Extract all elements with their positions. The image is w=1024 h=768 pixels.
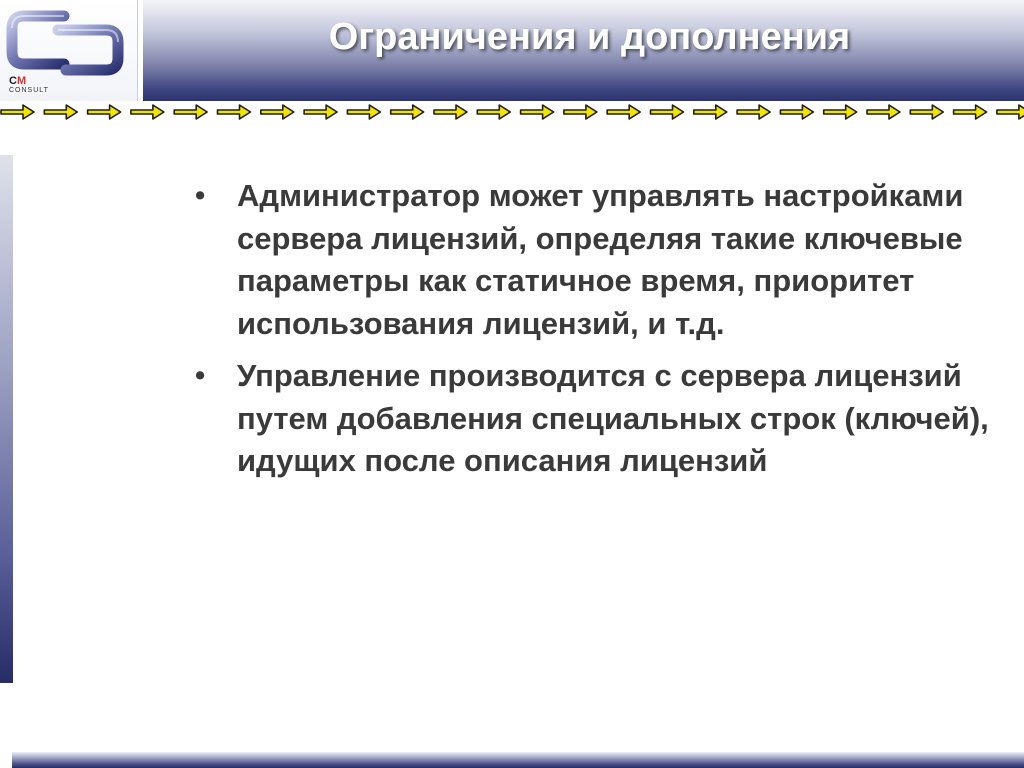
- logo-cm-text: [9, 75, 26, 87]
- yellow-right-arrow-icon: [997, 105, 1024, 119]
- slide-content: [195, 175, 995, 493]
- yellow-right-arrow-icon: [131, 105, 164, 119]
- bullet-text: Управление производится с сервера лицензий путем добавления специальных строк (ключей), идущих после описания лицензий: [237, 358, 989, 478]
- left-accent-bar: [0, 155, 13, 683]
- title-banner: [143, 0, 1024, 101]
- yellow-right-arrow-icon: [44, 105, 77, 119]
- yellow-right-arrow-icon: [867, 105, 900, 119]
- yellow-right-arrow-icon: [391, 105, 424, 119]
- bottom-accent-bar: [12, 752, 1024, 768]
- arrow-decor-strip: [0, 101, 1024, 123]
- logo-consult-text: CONSULT: [9, 87, 49, 94]
- yellow-right-arrow-icon: [954, 105, 987, 119]
- yellow-right-arrow-icon: [607, 105, 640, 119]
- yellow-right-arrow-icon: [1, 105, 34, 119]
- yellow-right-arrow-icon: [910, 105, 943, 119]
- yellow-right-arrow-icon: [564, 105, 597, 119]
- company-logo: [0, 0, 138, 101]
- yellow-right-arrow-icon: [304, 105, 337, 119]
- slide-title: Ограничения и дополнения: [328, 16, 851, 58]
- logo-letter-m: M: [16, 75, 27, 87]
- logo-rings-icon: [6, 6, 128, 76]
- bullet-item: [195, 175, 977, 345]
- yellow-right-arrow-icon: [780, 105, 813, 119]
- bullet-text: Администратор может управлять настройками сервера лицензий, определяя такие ключевые параметры как статичное время, приоритет использования лицензий, и т.д.: [237, 178, 964, 341]
- bullet-item: [195, 355, 995, 483]
- yellow-right-arrow-icon: [174, 105, 207, 119]
- yellow-right-arrow-icon: [434, 105, 467, 119]
- yellow-right-arrow-icon: [651, 105, 684, 119]
- yellow-right-arrow-icon: [521, 105, 554, 119]
- yellow-right-arrow-icon: [737, 105, 770, 119]
- bullet-icon: •: [195, 180, 206, 212]
- yellow-right-arrow-icon: [694, 105, 727, 119]
- yellow-right-arrow-icon: [88, 105, 121, 119]
- yellow-right-arrow-icon: [347, 105, 380, 119]
- yellow-right-arrow-icon: [477, 105, 510, 119]
- yellow-right-arrow-icon: [218, 105, 251, 119]
- bullet-icon: •: [195, 360, 206, 392]
- logo-letter-c: C: [9, 75, 17, 87]
- yellow-right-arrow-icon: [261, 105, 294, 119]
- arrow-row: [0, 101, 1024, 123]
- yellow-right-arrow-icon: [824, 105, 857, 119]
